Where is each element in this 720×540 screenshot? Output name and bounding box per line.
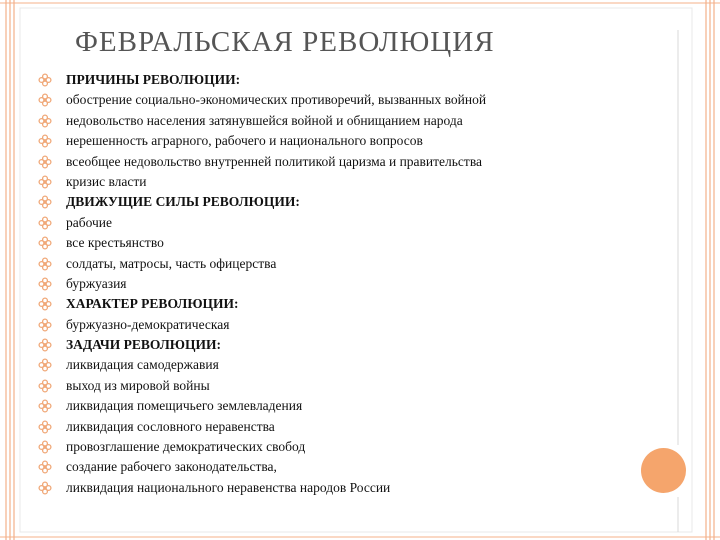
item-text: создание рабочего законодательства,	[66, 459, 277, 475]
item-text: ДВИЖУЩИЕ СИЛЫ РЕВОЛЮЦИИ:	[66, 194, 300, 210]
list-item	[38, 417, 638, 437]
list-item	[38, 396, 638, 416]
list-item	[38, 254, 638, 274]
item-text: ликвидация самодержавия	[66, 357, 219, 373]
item-text: буржуазно-демократическая	[66, 316, 230, 332]
bullet-list	[38, 70, 638, 498]
flower-icon	[38, 233, 52, 253]
flower-icon	[38, 213, 52, 233]
list-item	[38, 111, 638, 131]
list-item	[38, 315, 638, 335]
list-item	[38, 90, 638, 110]
decorative-circle	[641, 448, 686, 493]
flower-icon	[38, 315, 52, 335]
item-text: ликвидация сословного неравенства	[66, 418, 275, 434]
item-text: ликвидация помещичьего землевладения	[66, 398, 303, 414]
slide-title: ФЕВРАЛЬСКАЯ РЕВОЛЮЦИЯ	[75, 26, 495, 58]
flower-icon	[38, 478, 52, 498]
section-heading	[38, 335, 638, 355]
item-text: солдаты, матросы, часть офицерства	[66, 255, 277, 271]
item-text: ликвидация национального неравенства народов России	[66, 479, 391, 495]
section-heading	[38, 70, 638, 90]
flower-icon	[38, 172, 52, 192]
item-text: буржуазия	[66, 275, 127, 291]
list-item	[38, 478, 638, 498]
flower-icon	[38, 417, 52, 437]
item-text: выход из мировой войны	[66, 377, 210, 393]
flower-icon	[38, 376, 52, 396]
flower-icon	[38, 111, 52, 131]
flower-icon	[38, 335, 52, 355]
list-item	[38, 172, 638, 192]
item-text: ПРИЧИНЫ РЕВОЛЮЦИИ:	[66, 72, 241, 87]
item-text: кризис власти	[66, 173, 147, 189]
section-heading	[38, 294, 638, 314]
list-item	[38, 457, 638, 477]
item-text: нерешенность аграрного, рабочего и национального вопросов	[66, 133, 423, 149]
section-heading	[38, 192, 638, 212]
item-text: все крестьянство	[66, 235, 164, 251]
list-item	[38, 274, 638, 294]
list-item	[38, 355, 638, 375]
flower-icon	[38, 131, 52, 151]
flower-icon	[38, 90, 52, 110]
flower-icon	[38, 396, 52, 416]
flower-icon	[38, 192, 52, 212]
item-text: недовольство населения затянувшейся войной и обнищанием народа	[66, 112, 463, 128]
item-text: провозглашение демократических свобод	[66, 439, 306, 455]
item-text: ЗАДАЧИ РЕВОЛЮЦИИ:	[66, 337, 221, 353]
item-text: обострение социально-экономических противоречий, вызванных войной	[66, 92, 487, 108]
list-item	[38, 152, 638, 172]
item-text: всеобщее недовольство внутренней политикой царизма и правительства	[66, 153, 483, 169]
flower-icon	[38, 274, 52, 294]
flower-icon	[38, 355, 52, 375]
flower-icon	[38, 294, 52, 314]
list-item	[38, 376, 638, 396]
list-item	[38, 131, 638, 151]
flower-icon	[38, 254, 52, 274]
flower-icon	[38, 152, 52, 172]
list-item	[38, 213, 638, 233]
flower-icon	[38, 437, 52, 457]
item-text: рабочие	[66, 214, 113, 230]
flower-icon	[38, 70, 52, 90]
list-item	[38, 437, 638, 457]
flower-icon	[38, 457, 52, 477]
list-item	[38, 233, 638, 253]
item-text: ХАРАКТЕР РЕВОЛЮЦИИ:	[66, 296, 239, 312]
